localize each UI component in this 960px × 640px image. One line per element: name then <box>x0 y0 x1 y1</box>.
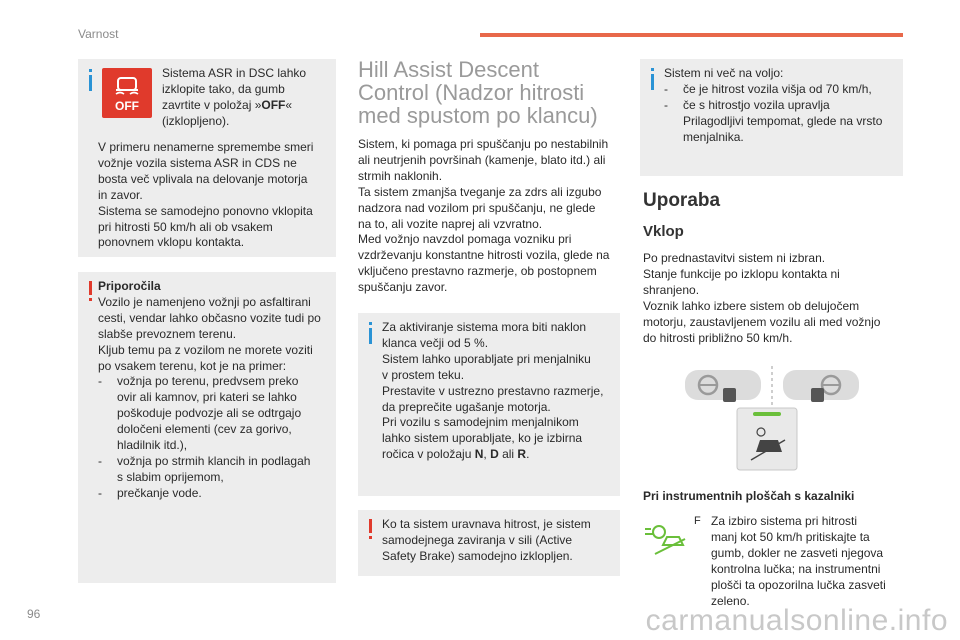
section-title-uporaba: Uporaba <box>643 190 721 211</box>
asr-off-label: OFF <box>115 99 139 113</box>
unavailable-text: Sistem ni več na voljo: - če je hitrost vozila višja od 70 km/h, - če s hitrostjo vozila upravlja Prilagodljivi tempomat, glede na vrsto menjalnika. <box>664 66 900 146</box>
instrument-caption: Pri instrumentnih ploščah s kazalniki <box>643 489 855 503</box>
asr-off-icon <box>102 68 152 118</box>
list-item: - če s hitrostjo vozila upravlja Prilagodljivi tempomat, glede na vrsto menjalnika. <box>664 98 900 146</box>
page-title: Hill Assist Descent Control (Nadzor hitrosti med spustom po klancu) <box>358 57 598 128</box>
vklop-text: Po prednastavitvi sistem ni izbran. Stanje funkcije po izklopu kontakta ni shranjeno. Voznik lahko izbere sistem ob delujočem motorju, zaustavljenem vozilu ali med vožnjo do hitrosti približno 50 km/h. <box>643 251 881 345</box>
header-accent-line <box>480 33 903 37</box>
list-item: - vožnja po terenu, predvsem preko ovir ali kamnov, pri kateri se lahko poškoduje podvozje ali se odtrgajo določeni elementi (cev za gorivo, hladilnik itd.), <box>98 374 334 454</box>
info-icon <box>369 328 372 344</box>
hdc-info-text: Za aktiviranje sistema mora biti naklon klanca večji od 5 %. Sistem lahko uporabljate pri menjalniku v prostem teku. Prestavite v ustrezno prestavno razmerje, da preprečite ugašanje motorja. Pri vozilu s samodejnim menjalnikom lahko sistem uporabljate, ko je izbirna ročica v položaju N, D ali R. <box>382 320 604 462</box>
recommendations-title: Priporočila <box>98 279 161 293</box>
bullet-text: Za izbiro sistema pri hitrosti manj kot 50 km/h pritiskajte ta gumb, dokler ne zasveti njegova kontrolna lučka; na instrumentni plošči ta opozorilna lučka zasveti zeleno. <box>711 514 886 608</box>
list-item: - vožnja po strmih klancih in podlagah s slabim oprijemom, <box>98 454 334 486</box>
hdc-indicator <box>643 521 688 557</box>
page-number: 96 <box>27 607 41 621</box>
asr-icon-text: Sistema ASR in DSC lahko izklopite tako, da gumb zavrtite v položaj »OFF« (izklopljeno). <box>162 66 307 128</box>
dashboard-illustration <box>683 362 863 472</box>
hdc-bullet <box>694 514 904 609</box>
recommendations-text: Priporočila Vozilo je namenjeno vožnji po asfaltirani cesti, vendar lahko občasno vozite tudi po slabše prevoznem terenu. Kljub temu pa z vozilom ne morete voziti po vsakem terenu, kot je na primer: - vožnja po terenu, predvsem preko ovir ali kamnov, pri kateri se lahko poškoduje podvozje ali se odtrgajo določeni elementi (cev za gorivo, hladilnik itd.), - vožnja po strmih klancih in podlagah s slabim oprijemom, - prečkanje vode. <box>98 279 334 502</box>
hdc-warning-box <box>358 510 620 576</box>
info-icon <box>651 74 654 90</box>
list-item: - če je hitrost vozila višja od 70 km/h, <box>664 82 900 98</box>
subsection-title-vklop: Vklop <box>643 223 684 240</box>
list-item: - prečkanje vode. <box>98 486 334 502</box>
page-header-title: Varnost <box>78 27 119 41</box>
hdc-warning-text: Ko ta sistem uravnava hitrost, je sistem samodejnega zaviranja v sili (Active Safety Brake) samodejno izklopljen. <box>382 517 591 563</box>
unavailable-list <box>664 82 900 146</box>
bullet-marker: F <box>694 515 701 527</box>
hdc-intro: Sistem, ki pomaga pri spuščanju po nestabilnih ali neutrjenih površinah (kamenje, blato itd.) ali strmih naklonih. Ta sistem zmanjša tveganje za zdrs ali izgubo nadzora nad vozilom pri spuščanju, ne glede na to, ali vozite naprej ali vzvratno. Med vožnjo navzdol pomaga vozniku pri vzdrževanju konstantne hitrosti vozila, glede na vključeno prestavno razmerje, ob postopnem spuščanju zavor. <box>358 137 610 295</box>
asr-info-box <box>78 59 336 257</box>
warning-icon <box>369 519 372 533</box>
unavailable-info-box <box>640 59 903 176</box>
warning-icon <box>89 281 92 295</box>
info-icon <box>89 75 92 91</box>
hdc-info-box <box>358 313 620 496</box>
steering-wheel-button-illustration <box>683 362 863 472</box>
hill-descent-icon <box>643 521 688 557</box>
recommendations-list <box>98 374 334 501</box>
watermark: carmanualsonline.info <box>645 604 948 637</box>
recommendations-warning-box <box>78 272 336 583</box>
asr-paragraph: V primeru nenamerne spremembe smeri vožnje vozila sistema ASR in CDS ne bosta več vplivala na delovanje motorja in zavor. Sistema se samodejno ponovno vklopita pri hitrosti 50 km/h ali ob vsakem ponovnem vklopu kontakta. <box>98 140 314 250</box>
